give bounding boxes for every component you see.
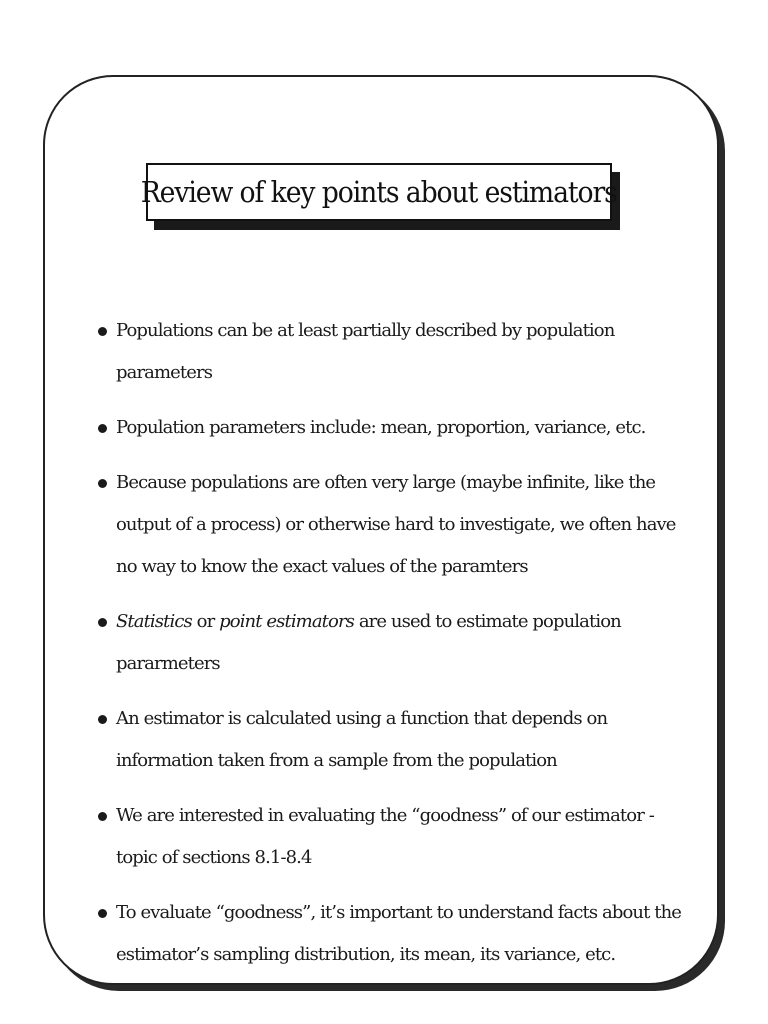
title-block (140, 163, 618, 221)
bullet-item (96, 310, 696, 394)
bullet-text-rest: are used to estimate population pararmeters (116, 611, 621, 674)
slide-title: Review of key points about estimators (140, 175, 618, 209)
bullet-item (96, 795, 696, 879)
bullet-text: Populations can be at least partially described by population parameters (116, 320, 615, 383)
bullet-text-mid: or (191, 611, 220, 632)
bullet-item (96, 892, 696, 976)
bullet-icon (98, 618, 107, 627)
bullet-icon (98, 812, 107, 821)
bullet-icon (98, 479, 107, 488)
bullet-item (96, 462, 696, 588)
bullet-icon (98, 909, 107, 918)
bullet-item (96, 601, 696, 685)
bullet-text: We are interested in evaluating the “goodness” of our estimator - topic of sections 8.1-8.4 (116, 805, 654, 868)
bullet-item (96, 698, 696, 782)
bullet-text: Because populations are often very large (maybe infinite, like the output of a process) or otherwise hard to investigate, we often have no way to know the exact values of the paramters (116, 472, 676, 577)
emphasis-point-estimators: point estimators (219, 611, 354, 632)
bullet-icon (98, 715, 107, 724)
bullet-text: An estimator is calculated using a function that depends on information taken from a sample from the population (116, 708, 608, 771)
bullet-text: To evaluate “goodness”, it’s important to understand facts about the estimator’s sampling distribution, its mean, its variance, etc. (116, 902, 682, 965)
bullet-text: Population parameters include: mean, proportion, variance, etc. (116, 417, 646, 438)
bullet-icon (98, 327, 107, 336)
bullet-list (96, 310, 696, 989)
bullet-icon (98, 424, 107, 433)
emphasis-statistics: Statistics (116, 611, 192, 632)
bullet-item (96, 407, 696, 449)
title-box (140, 163, 618, 221)
